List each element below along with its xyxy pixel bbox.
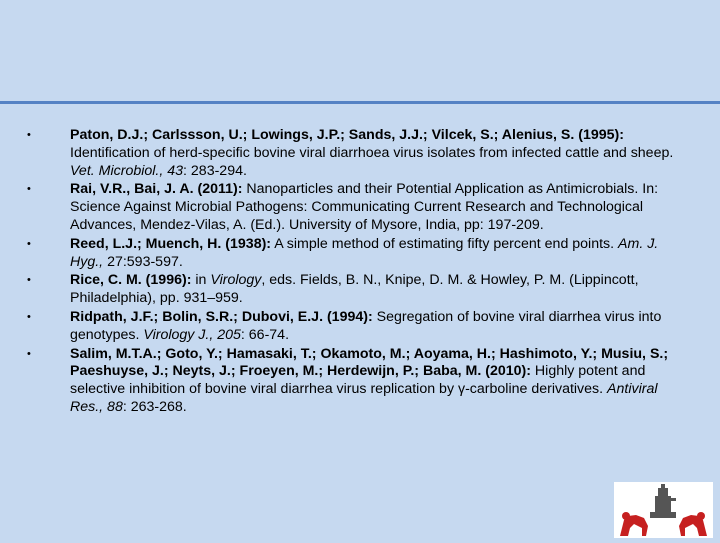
reference-authors: Rai, V.R., Bai, J. A. (2011): bbox=[70, 181, 243, 198]
bullet-icon: • bbox=[27, 274, 31, 287]
reference-tail: : 263-268. bbox=[122, 398, 187, 415]
reference-item bbox=[24, 309, 694, 345]
reference-tail: 27:593-597. bbox=[103, 253, 183, 270]
reference-journal: Antiviral Res., 88 bbox=[70, 381, 658, 415]
reference-item bbox=[24, 346, 694, 417]
bullet-icon: • bbox=[27, 183, 31, 196]
reference-journal: Virology bbox=[210, 272, 262, 289]
reference-body: Segregation of bovine viral diarrhea virus into genotypes. bbox=[70, 308, 662, 343]
reference-body: in bbox=[191, 272, 211, 289]
reference-body: Nanoparticles and their Potential Application as Antimicrobials. In: Science Against Microbial Pathogens: Communicating Current Research and Technological Advances, Mendez-Vilas, A. (Ed.). University of Mysore, India, pp: 197-209. bbox=[70, 181, 659, 233]
logo-graphic bbox=[614, 482, 713, 538]
bullet-icon: • bbox=[27, 347, 31, 360]
bullet-icon: • bbox=[27, 237, 31, 250]
reference-item bbox=[24, 236, 694, 272]
reference-authors: Ridpath, J.F.; Bolin, S.R.; Dubovi, E.J. (1994): bbox=[70, 308, 373, 325]
reference-authors: Rice, C. M. (1996): bbox=[70, 272, 192, 289]
reference-list bbox=[24, 127, 694, 418]
reference-item bbox=[24, 181, 694, 234]
reference-journal: Vet. Microbiol., 43 bbox=[70, 162, 184, 179]
reference-authors: Reed, L.J.; Muench, H. (1938): bbox=[70, 235, 272, 252]
bullet-icon: • bbox=[27, 129, 31, 141]
institution-logo-icon bbox=[614, 482, 713, 538]
reference-item bbox=[24, 272, 694, 308]
reference-body: Highly potent and selective inhibition of bovine viral diarrhea virus replication by γ-carboline derivatives. bbox=[70, 363, 646, 398]
reference-authors: Salim, M.T.A.; Goto, Y.; Hamasaki, T.; Okamoto, M.; Aoyama, H.; Hashimoto, Y.; Musiu, S.; Paeshuyse, J.; Neyts, J.; Froeyen, M.; Herdewijn, P.; Baba, M. (2010): bbox=[70, 345, 669, 380]
reference-body: A simple method of estimating fifty percent end points. bbox=[271, 235, 619, 252]
reference-journal: Virology J., 205 bbox=[143, 326, 241, 343]
reference-journal: Am. J. Hyg., bbox=[70, 235, 659, 270]
reference-body: Identification of herd-specific bovine viral diarrhoea virus isolates from infected cattle and sheep. bbox=[70, 144, 674, 161]
reference-tail: , eds. Fields, B. N., Knipe, D. M. & Howley, P. M. (Lippincott, Philadelphia), pp. 931–959. bbox=[70, 272, 639, 307]
bullet-icon: • bbox=[27, 310, 31, 323]
reference-authors: Paton, D.J.; Carlssson, U.; Lowings, J.P.; Sands, J.J.; Vilcek, S.; Alenius, S. (1995): bbox=[70, 127, 624, 143]
reference-tail: : 66-74. bbox=[240, 326, 290, 343]
header-divider bbox=[0, 101, 720, 104]
reference-tail: : 283-294. bbox=[183, 162, 247, 179]
reference-item bbox=[24, 127, 694, 180]
